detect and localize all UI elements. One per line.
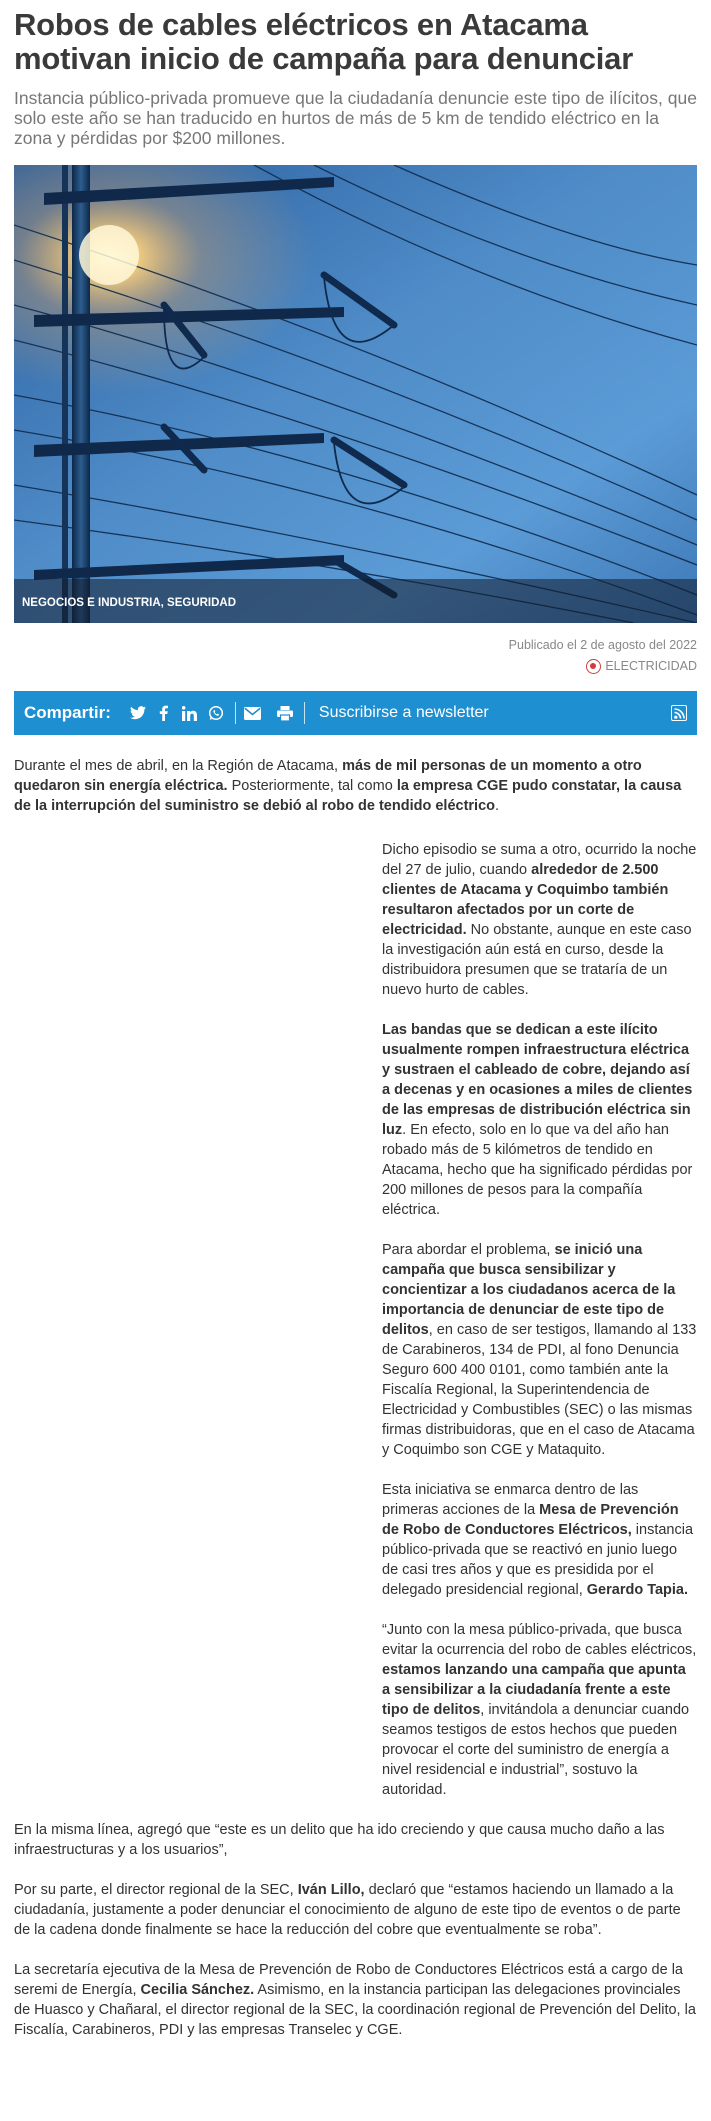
text-run: Para abordar el problema, [382,1242,555,1258]
image-caption-text[interactable]: NEGOCIOS E INDUSTRIA, SEGURIDAD [22,597,237,609]
text-run: declaró que “estamos haciendo un llamado a la ciudadanía, justamente a poder denunciar el conocimiento de alguno de este tipo de eventos o de parte de la cadena donde finalmente se hace la reducción del cobre que eventualmente se roba”. [14,1882,681,1938]
paragraph-2 [382,840,697,1000]
whatsapp-icon[interactable] [207,704,225,722]
bold-text-run: Las bandas que se dedican a este ilícito usualmente rompen infraestructura eléctrica y sustraen el cableado de cobre, dejando así a decenas y en ocasiones a miles de clientes de las empresas de distribución eléctrica sin luz [382,1022,693,1138]
text-run: “Junto con la mesa público-privada, que busca evitar la ocurrencia del robo de cables eléctricos, [382,1622,697,1658]
category-link[interactable] [586,656,697,677]
bold-text-run: más de mil personas de un momento a otro quedaron sin energía eléctrica. [14,758,642,794]
bold-text-run: Iván Lillo, [297,1882,365,1898]
text-run: . En efecto, solo en lo que va del año han robado más de 5 kilómetros de tendido en Atacama, hecho que ha significado pérdidas por 200 millones de pesos para la compañía eléctrica. [382,1122,693,1218]
twitter-icon[interactable] [129,704,147,722]
text-run: Durante el mes de abril, en la Región de Atacama, [14,758,343,774]
paragraph-5 [382,1480,697,1600]
bold-text-run: Mesa de Prevención de Robo de Conductores Eléctricos, [382,1502,679,1538]
article-hero-image [14,165,697,623]
text-run: , en caso de ser testigos, llamando al 133 de Carabineros, 134 de PDI, al fono Denuncia Seguro 600 400 0101, como también ante la Fiscalía Regional, la Superintendencia de Electricidad y Combustibles (SEC) o las mismas firmas distribuidoras, que en el caso de Atacama y Coquimbo son CGE y Mataquito. [382,1322,697,1458]
text-run: . [495,798,500,814]
share-label: Compartir: [24,703,111,722]
article-right-column [382,840,697,1800]
article-meta [14,635,697,681]
bold-text-run: Gerardo Tapia. [586,1582,689,1598]
article-title: Robos de cables eléctricos en Atacama motivan inicio de campaña para denunciar [14,7,634,76]
paragraph-4 [382,1240,697,1460]
text-run: En la misma línea, agregó que “este es un delito que ha ido creciendo y que causa mucho daño a las infraestructuras y a los usuarios”, [14,1822,665,1858]
share-divider [235,702,236,724]
text-run: Asimismo, en la instancia participan las delegaciones provinciales de Huasco y Chañaral, el director regional de la SEC, la coordinación regional de Prevención del Delito, la Fiscalía, Carabineros, PDI y las empresas Transelec y CGE. [14,1982,696,2038]
share-divider [304,702,305,724]
paragraph-7 [14,1820,697,1860]
bold-text-run: alrededor de 2.500 clientes de Atacama y Coquimbo también resultaron afectados por un corte de electricidad. [382,862,669,938]
text-run: La secretaría ejecutiva de la Mesa de Prevención de Robo de Conductores Eléctricos está a cargo de la seremi de Energía, [14,1962,683,1998]
published-date: Publicado el 2 de agosto del 2022 [508,638,697,652]
power-lines-photo [14,165,697,623]
paragraph-6 [382,1620,697,1800]
category-label[interactable]: ELECTRICIDAD [605,659,697,673]
text-run: No obstante, aunque en este caso la investigación aún está en curso, desde la distribuidora presumen que se trataría de un nuevo hurto de cables. [382,922,692,998]
linkedin-icon[interactable] [181,704,199,722]
bold-text-run: la empresa CGE pudo constatar, la causa de la interrupción del suministro se debió al robo de tendido eléctrico [14,778,682,814]
email-icon[interactable] [244,704,262,722]
paragraph-1 [14,756,697,816]
newsletter-link[interactable]: Suscribirse a newsletter [318,704,489,721]
print-icon[interactable] [276,704,294,722]
text-run: , invitándola a denunciar cuando seamos testigos de estos hechos que pueden provocar el corte del suministro de energía a nivel residencial e industrial”, sostuvo la autoridad. [382,1702,690,1798]
image-caption [14,579,697,623]
facebook-icon[interactable] [155,704,173,722]
text-run: Posteriormente, tal como [227,778,397,794]
rss-icon[interactable] [671,705,687,721]
article-body-full [14,1820,697,2040]
text-run: Dicho episodio se suma a otro, ocurrido la noche del 27 de julio, cuando [382,842,697,878]
paragraph-3 [382,1020,697,1220]
text-run: Por su parte, el director regional de la SEC, [14,1882,298,1898]
bold-text-run: Cecilia Sánchez. [140,1982,255,1998]
text-run: Esta iniciativa se enmarca dentro de las primeras acciones de la [382,1482,639,1518]
bold-text-run: estamos lanzando una campaña que apunta a sensibilizar a la ciudadanía frente a este tipo de delitos [382,1662,686,1718]
article-subtitle: Instancia público-privada promueve que la ciudadanía denuncie este tipo de ilícitos, que solo este año se han traducido en hurtos de más de 5 km de tendido eléctrico en la zona y pérdidas por $200 millones. [14,88,697,148]
bold-text-run: se inició una campaña que busca sensibilizar y concientizar a los ciudadanos acerca de la importancia de denunciar de este tipo de delitos [382,1242,676,1338]
text-run: instancia público-privada que se reactivó en junio luego de casi tres años y que es presidida por el delegado presidencial regional, [382,1522,694,1598]
target-icon [586,659,601,674]
share-bar [14,691,697,735]
paragraph-8 [14,1880,697,1940]
paragraph-9 [14,1960,697,2040]
